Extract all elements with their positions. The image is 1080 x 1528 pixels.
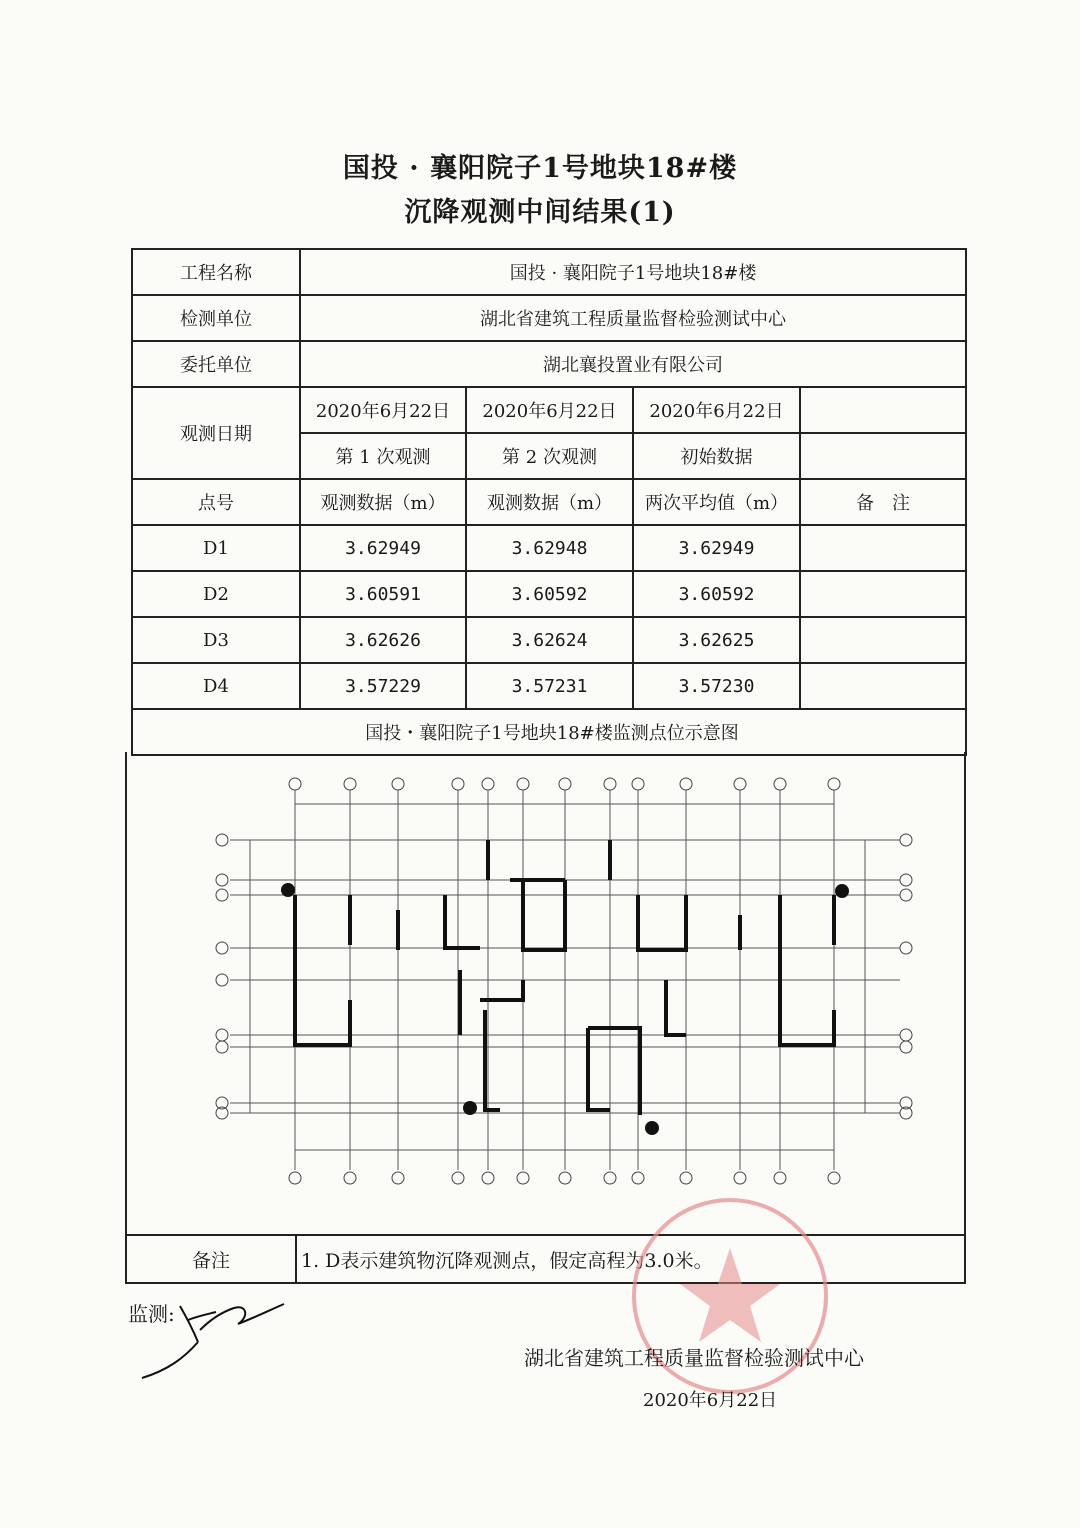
round-cell: 初始数据 [633,433,800,479]
date-cell: 2020年6月22日 [300,387,466,433]
note-header: 备 注 [800,479,966,525]
point-id: D4 [132,663,300,709]
value-cell: 3.62625 [633,617,800,663]
round-cell: 第 1 次观测 [300,433,466,479]
table-row [132,525,966,571]
remark-label: 备注 [126,1235,296,1283]
monitor-label: 监测: [128,1302,175,1326]
date-cell: 2020年6月22日 [466,387,633,433]
value-cell: 3.60592 [466,571,633,617]
table-row [132,663,966,709]
tester-label: 检测单位 [132,295,300,341]
official-seal [620,1186,850,1416]
point-id: D2 [132,571,300,617]
round-cell: 第 2 次观测 [466,433,633,479]
point-id: D3 [132,617,300,663]
title-line1: 国投 · 襄阳院子1号地块18#楼 [342,153,738,184]
plan-caption: 国投・襄阳院子1号地块18#楼监测点位示意图 [132,709,966,755]
tester-value: 湖北省建筑工程质量监督检验测试中心 [300,295,966,341]
remark-text: 1. D表示建筑物沉降观测点，假定高程为3.0米。 [296,1235,965,1283]
client-value: 湖北襄投置业有限公司 [300,341,966,387]
point-label: 点号 [132,479,300,525]
empty-cell [800,433,966,479]
date-cell: 2020年6月22日 [633,387,800,433]
point-id: D1 [132,525,300,571]
value-cell: 3.62948 [466,525,633,571]
empty-cell [800,387,966,433]
value-cell: 3.57231 [466,663,633,709]
note-cell [800,617,966,663]
handwritten-signature [138,1290,298,1380]
value-cell: 3.62624 [466,617,633,663]
value-cell: 3.60591 [300,571,466,617]
issue-date: 2020年6月22日 [643,1390,778,1411]
floor-plan-diagram [200,770,920,1200]
testing-center-name: 湖北省建筑工程质量监督检验测试中心 [524,1346,864,1370]
results-table [131,248,967,756]
value-cell: 3.57230 [633,663,800,709]
col-header: 观测数据（m） [300,479,466,525]
note-cell [800,663,966,709]
table-row [132,571,966,617]
project-label: 工程名称 [132,249,300,295]
table-row [132,617,966,663]
note-cell [800,525,966,571]
value-cell: 3.62949 [300,525,466,571]
col-header: 观测数据（m） [466,479,633,525]
title-line2: 沉降观测中间结果(1) [404,197,676,228]
value-cell: 3.62626 [300,617,466,663]
client-label: 委托单位 [132,341,300,387]
value-cell: 3.57229 [300,663,466,709]
col-header: 两次平均值（m） [633,479,800,525]
value-cell: 3.62949 [633,525,800,571]
project-value: 国投 · 襄阳院子1号地块18#楼 [300,249,966,295]
date-label: 观测日期 [132,387,300,479]
value-cell: 3.60592 [633,571,800,617]
note-cell [800,571,966,617]
